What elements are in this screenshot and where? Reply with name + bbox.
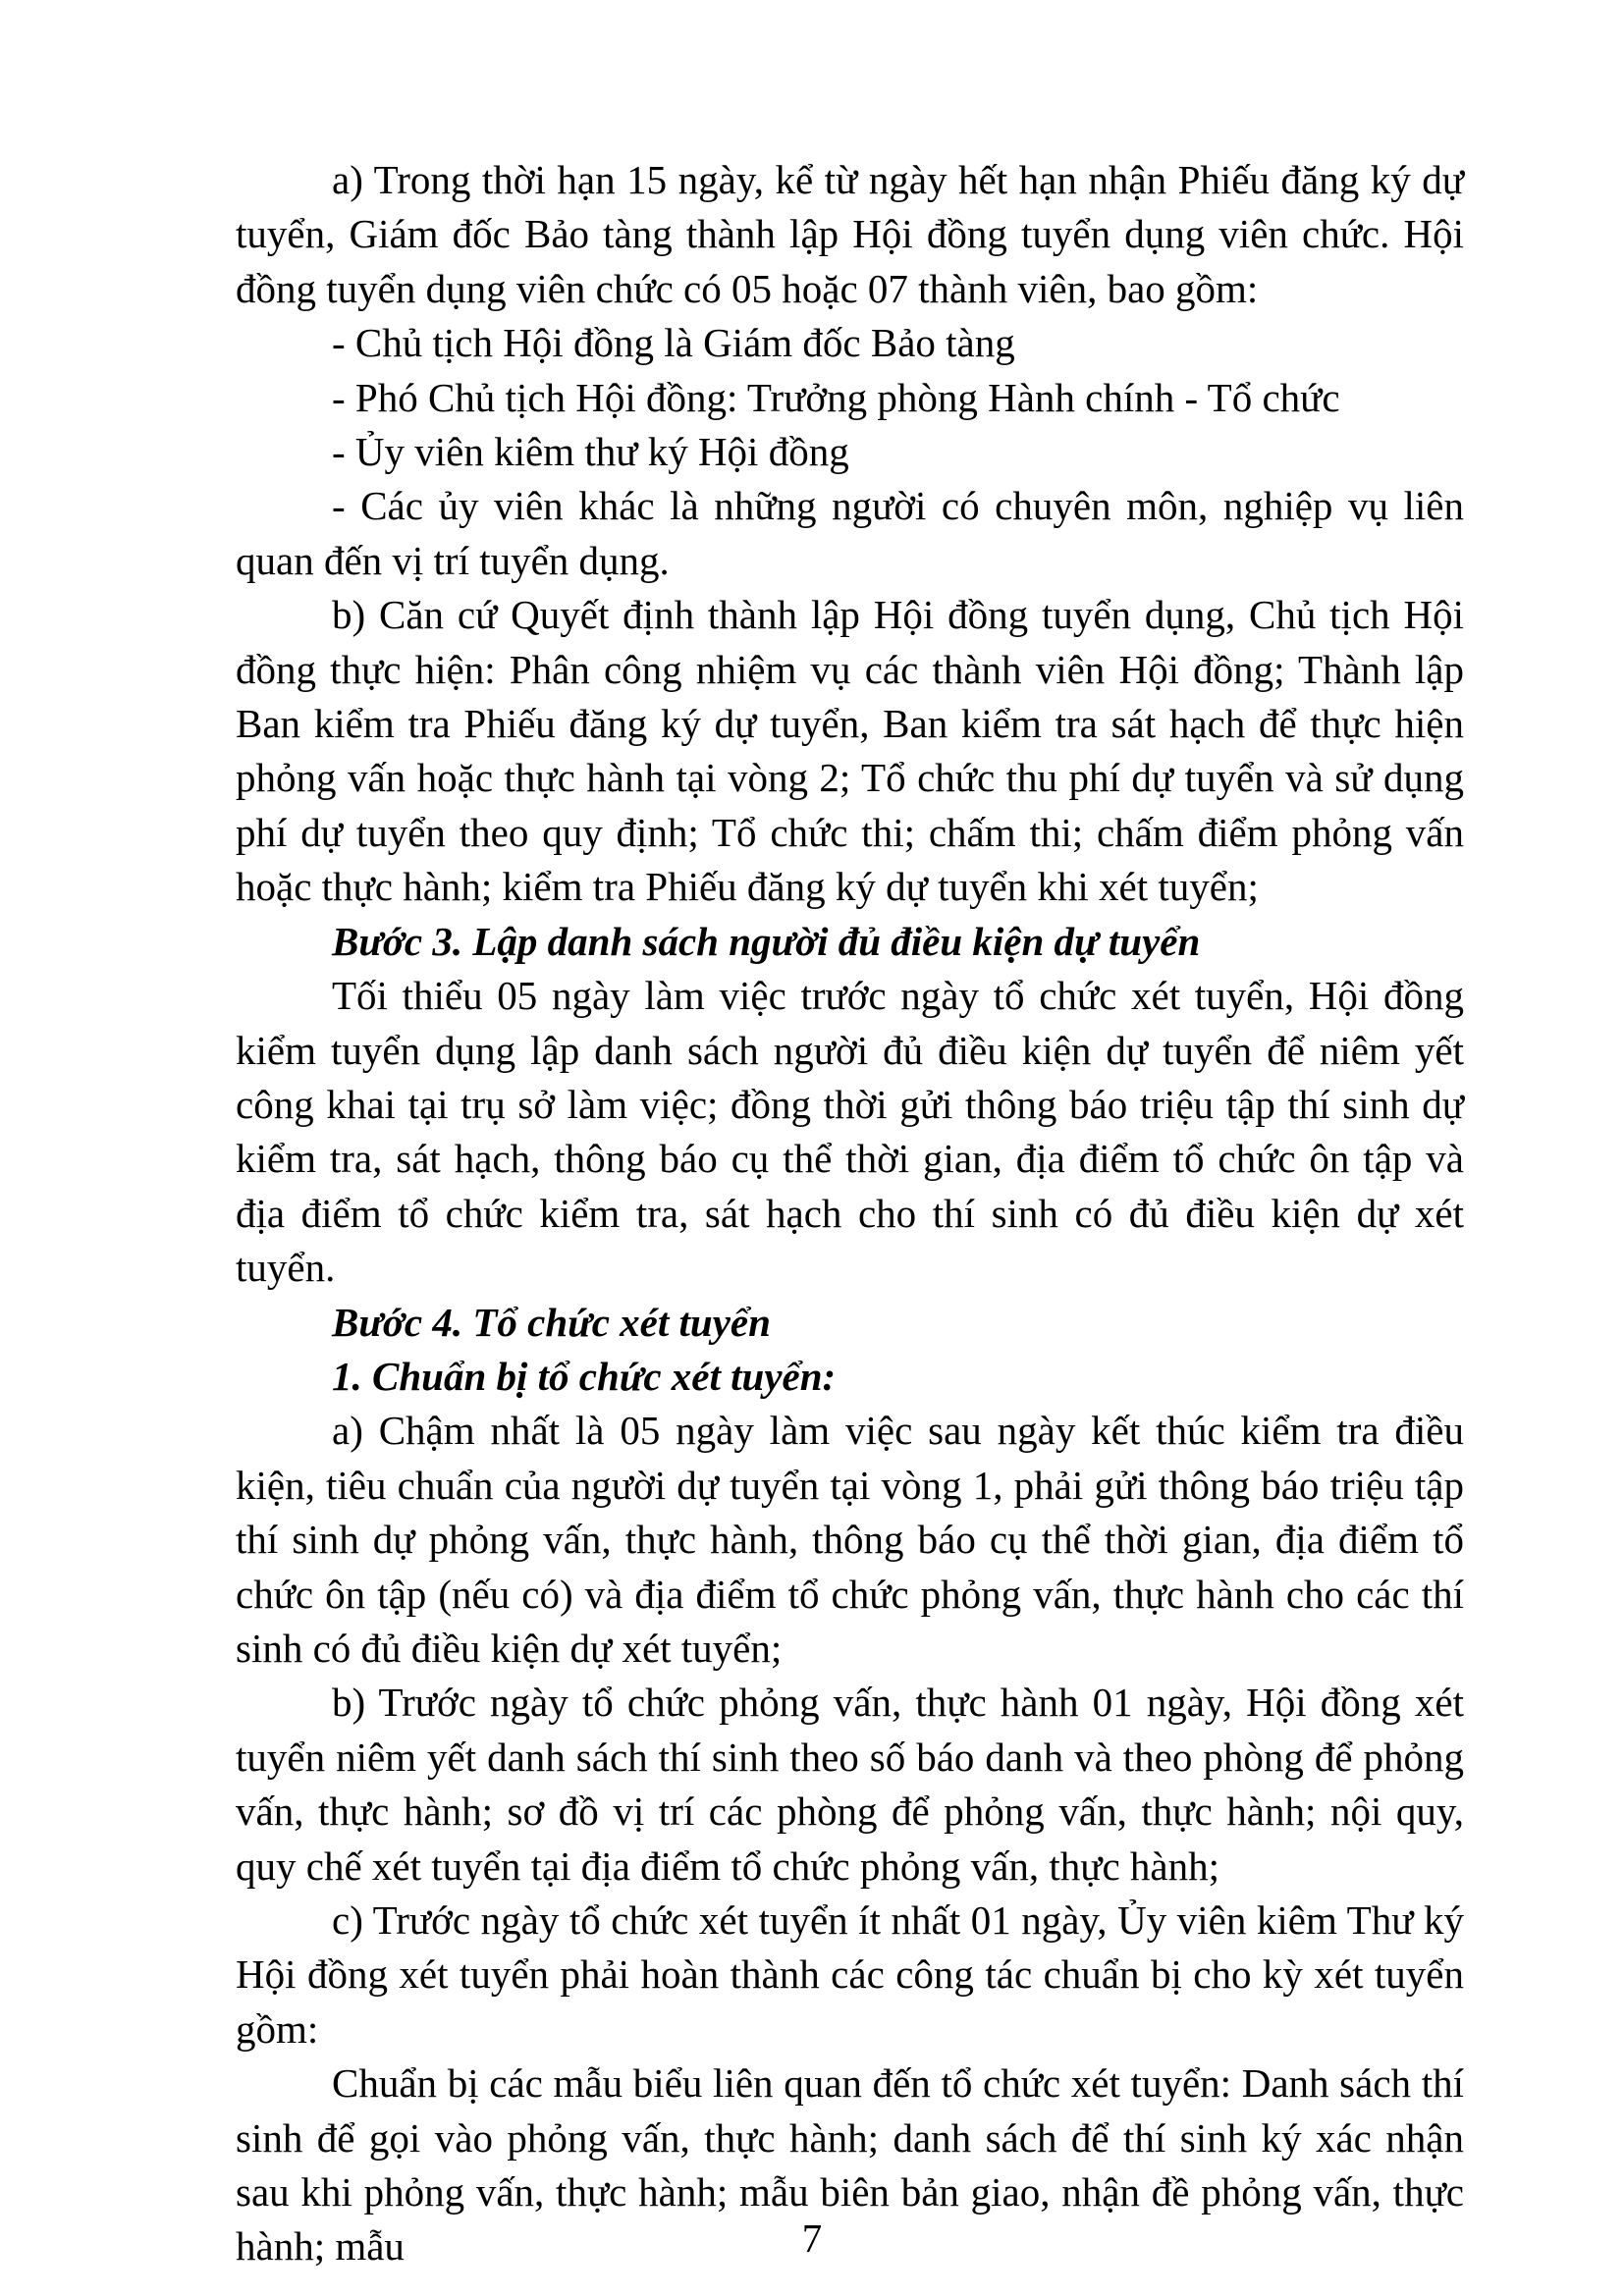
list-item-secretary: - Ủy viên kiêm thư ký Hội đồng <box>332 429 849 475</box>
paragraph-forms: Chuẩn bị các mẫu biểu liên quan đến tổ chức xét tuyển: Danh sách thí sinh để gọi vào phỏng vấn, thực hành; danh sách để thí sinh ký xác nhận sau khi phỏng vấn, thực hành; mẫu biên bản giao, nhận đề phỏng vấn, thực hành; mẫu <box>236 2060 1464 2269</box>
list-item-chairman: - Chủ tịch Hội đồng là Giám đốc Bảo tàng <box>332 320 1015 366</box>
paragraph-prep-c: c) Trước ngày tổ chức xét tuyển ít nhất 01 ngày, Ủy viên kiêm Thư ký Hội đồng xét tuyển phải hoàn thành các công tác chuẩn bị cho kỳ xét tuyển gồm: <box>236 1897 1464 2052</box>
heading-step-3: Bước 3. Lập danh sách người đủ điều kiện dự tuyển <box>332 918 1201 964</box>
paragraph-council-duties: b) Căn cứ Quyết định thành lập Hội đồng tuyển dụng, Chủ tịch Hội đồng thực hiện: Phân công nhiệm vụ các thành viên Hội đồng; Thành lập Ban kiểm tra Phiếu đăng ký dự tuyển, Ban kiểm tra sát hạch để thực hiện phỏng vấn hoặc thực hành tại vòng 2; Tổ chức thu phí dự tuyển và sử dụng phí dự tuyển theo quy định; Tổ chức thi; chấm thi; chấm điểm phỏng vấn hoặc thực hành; kiểm tra Phiếu đăng ký dự tuyển khi xét tuyển; <box>236 592 1464 910</box>
paragraph-prep-a: a) Chậm nhất là 05 ngày làm việc sau ngày kết thúc kiểm tra điều kiện, tiêu chuẩn của người dự tuyển tại vòng 1, phải gửi thông báo triệu tập thí sinh dự phỏng vấn, thực hành, thông báo cụ thể thời gian, địa điểm tổ chức ôn tập (nếu có) và địa điểm tổ chức phỏng vấn, thực hành cho các thí sinh có đủ điều kiện dự xét tuyển; <box>236 1408 1464 1671</box>
paragraph-prep-b: b) Trước ngày tổ chức phỏng vấn, thực hành 01 ngày, Hội đồng xét tuyển niêm yết danh sách thí sinh theo số báo danh và theo phòng để phỏng vấn, thực hành; sơ đồ vị trí các phòng để phỏng vấn, thực hành; nội quy, quy chế xét tuyển tại địa điểm tổ chức phỏng vấn, thực hành; <box>236 1680 1464 1889</box>
heading-step-4: Bước 4. Tổ chức xét tuyển <box>332 1299 771 1345</box>
paragraph-council-establishment: a) Trong thời hạn 15 ngày, kể từ ngày hết hạn nhận Phiếu đăng ký dự tuyển, Giám đốc Bảo tàng thành lập Hội đồng tuyển dụng viên chức. Hội đồng tuyển dụng viên chức có 05 hoặc 07 thành viên, bao gồm: <box>236 157 1464 311</box>
page-number: 7 <box>801 2216 823 2261</box>
paragraph-other-members: - Các ủy viên khác là những người có chuyên môn, nghiệp vụ liên quan đến vị trí tuyển dụng. <box>236 483 1464 583</box>
list-item-vice-chairman: - Phó Chủ tịch Hội đồng: Trưởng phòng Hành chính - Tổ chức <box>332 374 1340 420</box>
document-body <box>236 153 1464 2274</box>
heading-preparation: 1. Chuẩn bị tổ chức xét tuyển: <box>332 1353 837 1399</box>
paragraph-eligible-list: Tối thiểu 05 ngày làm việc trước ngày tổ chức xét tuyển, Hội đồng kiểm tuyển dụng lập danh sách người đủ điều kiện dự tuyển để niêm yết công khai tại trụ sở làm việc; đồng thời gửi thông báo triệu tập thí sinh dự kiểm tra, sát hạch, thông báo cụ thể thời gian, địa điểm tổ chức ôn tập và địa điểm tổ chức kiểm tra, sát hạch cho thí sinh có đủ điều kiện dự xét tuyển. <box>236 973 1464 1291</box>
